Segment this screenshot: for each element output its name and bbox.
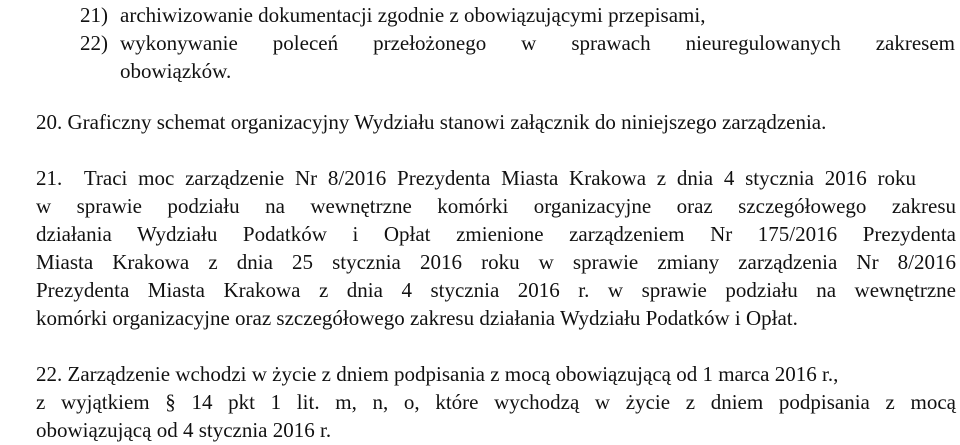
- paragraph-21-line-2: w sprawie podziału na wewnętrzne komórki organizacyjne oraz szczegółowego zakresu: [36, 194, 956, 218]
- paragraph-21-line-3: działania Wydziału Podatków i Opłat zmienione zarządzeniem Nr 175/2016 Prezydenta: [36, 222, 956, 246]
- paragraph-20: [36, 108, 936, 136]
- paragraph-21-line-5: Prezydenta Miasta Krakowa z dnia 4 stycznia 2016 r. w sprawie podziału na wewnętrzne: [36, 278, 956, 302]
- subitem-22: [80, 29, 955, 57]
- subitem-text: archiwizowanie dokumentacji zgodnie z obowiązującymi przepisami,: [120, 3, 706, 27]
- paragraph-text: Graficzny schemat organizacyjny Wydziału stanowi załącznik do niniejszego zarządzenia.: [67, 110, 827, 134]
- paragraph-22-line-1: [36, 360, 956, 388]
- paragraph-22-line-3: obowiązującą od 4 stycznia 2016 r.: [36, 418, 332, 442]
- subitem-21: [80, 1, 760, 29]
- paragraph-text: Zarządzenie wchodzi w życie z dniem podpisania z mocą obowiązującą od 1 marca 2016 r.,: [67, 362, 839, 386]
- paragraph-21-line-1: [36, 164, 916, 192]
- paragraph-number: 20.: [36, 110, 63, 134]
- subitem-number: 21): [80, 3, 108, 27]
- paragraph-text: Traci moc zarządzenie Nr 8/2016 Prezydenta Miasta Krakowa z dnia 4 stycznia 2016 roku: [83, 166, 917, 190]
- paragraph-21-line-4: Miasta Krakowa z dnia 25 stycznia 2016 roku w sprawie zmiany zarządzenia Nr 8/2016: [36, 250, 956, 274]
- paragraph-number: 21.: [36, 166, 63, 190]
- subitem-number: 22): [80, 31, 108, 55]
- subitem-text: wykonywanie poleceń przełożonego w sprawach nieuregulowanych zakresem: [120, 31, 955, 55]
- paragraph-22-line-2: z wyjątkiem § 14 pkt 1 lit. m, n, o, które wychodzą w życie z dniem podpisania z mocą: [36, 390, 956, 414]
- subitem-22-continuation: obowiązków.: [120, 59, 232, 83]
- paragraph-number: 22.: [36, 362, 63, 386]
- paragraph-21-line-6: komórki organizacyjne oraz szczegółowego zakresu działania Wydziału Podatków i Opłat.: [36, 306, 798, 330]
